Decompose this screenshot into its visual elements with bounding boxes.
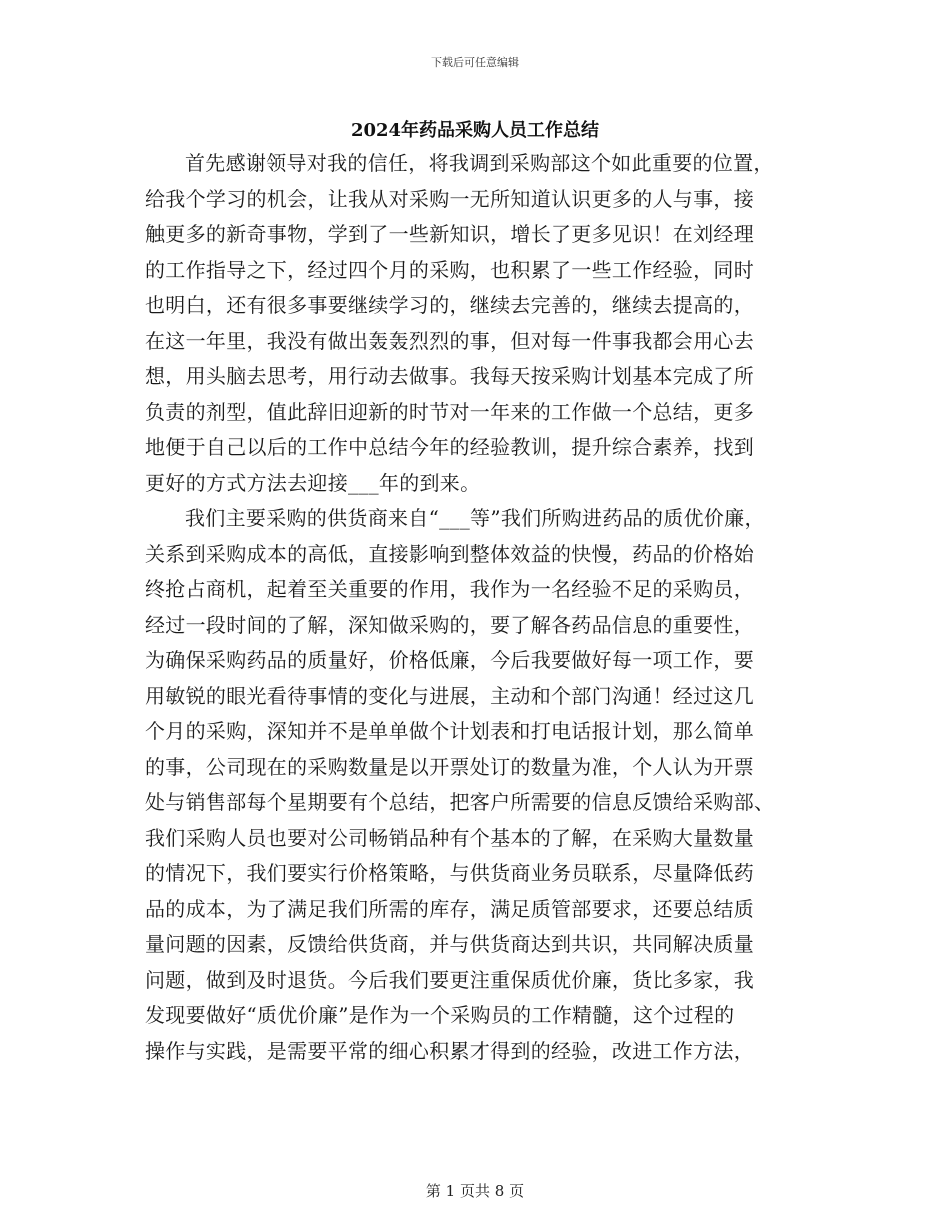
body-text-line: 个月的采购，深知并不是单单做个计划表和打电话报计划，那么简单: [145, 719, 754, 743]
body-text-line: 我们主要采购的供货商来自“___等”我们所购进药品的质优价廉，: [185, 506, 765, 530]
body-text-line: 给我个学习的机会，让我从对采购一无所知道认识更多的人与事，接: [145, 186, 754, 211]
body-text-line: 为确保采购药品的质量好，价格低廉，今后我要做好每一项工作，要: [145, 648, 754, 672]
body-text-line: 量问题的因素，反馈给供货商，并与供货商达到共识，共同解决质量: [145, 932, 754, 956]
body-text-line: 发现要做好“质优价廉”是作为一个采购员的工作精髓，这个过程的: [145, 1003, 735, 1027]
body-text-line: 的工作指导之下，经过四个月的采购，也积累了一些工作经验，同时: [145, 257, 754, 282]
page-footer: 第 1 页共 8 页: [425, 1182, 525, 1200]
body-text-line: 的事，公司现在的采购数量是以开票处订的数量为准，个人认为开票: [145, 754, 754, 779]
body-text-line: 也明白，还有很多事要继续学习的，继续去完善的，继续去提高的，: [145, 293, 754, 317]
body-text-line: 想，用头脑去思考，用行动去做事。我每天按采购计划基本完成了所: [145, 364, 754, 388]
body-text-line: 在这一年里，我没有做出轰轰烈烈的事，但对每一件事我都会用心去: [145, 328, 754, 353]
body-text-line: 用敏锐的眼光看待事情的变化与进展，主动和个部门沟通！经过这几: [145, 683, 754, 708]
body-text-line: 品的成本，为了满足我们所需的库存，满足质管部要求，还要总结质: [145, 896, 754, 921]
body-text-line: 我们采购人员也要对公司畅销品种有个基本的了解，在采购大量数量: [145, 825, 754, 850]
header-note: 下载后可任意编辑: [431, 56, 519, 69]
body-text-line: 问题，做到及时退货。今后我们要更注重保质优价廉，货比多家，我: [145, 967, 754, 992]
body-text-line: 处与销售部每个星期要有个总结，把客户所需要的信息反馈给采购部、: [145, 790, 775, 814]
body-text-line: 触更多的新奇事物，学到了一些新知识，增长了更多见识！在刘经理: [145, 222, 754, 246]
body-text-line: 更好的方式方法去迎接___年的到来。: [145, 470, 481, 495]
body-text-line: 负责的剂型，值此辞旧迎新的时节对一年来的工作做一个总结，更多: [145, 399, 754, 424]
body-text-line: 终抢占商机，起着至关重要的作用，我作为一名经验不足的采购员，: [145, 577, 754, 601]
body-text-line: 地便于自己以后的工作中总结今年的经验教训，提升综合素养，找到: [145, 435, 754, 459]
body-text-line: 的情况下，我们要实行价格策略，与供货商业务员联系，尽量降低药: [145, 861, 754, 885]
body-text-line: 操作与实践，是需要平常的细心积累才得到的经验，改进工作方法，: [145, 1038, 754, 1063]
body-text-line: 关系到采购成本的高低，直接影响到整体效益的快慢，药品的价格始: [145, 541, 754, 566]
body-text-line: 经过一段时间的了解，深知做采购的，要了解各药品信息的重要性，: [145, 612, 754, 637]
body-text-line: 首先感谢领导对我的信任，将我调到采购部这个如此重要的位置，: [185, 151, 774, 175]
document-title: 2024年药品采购人员工作总结: [350, 120, 600, 141]
